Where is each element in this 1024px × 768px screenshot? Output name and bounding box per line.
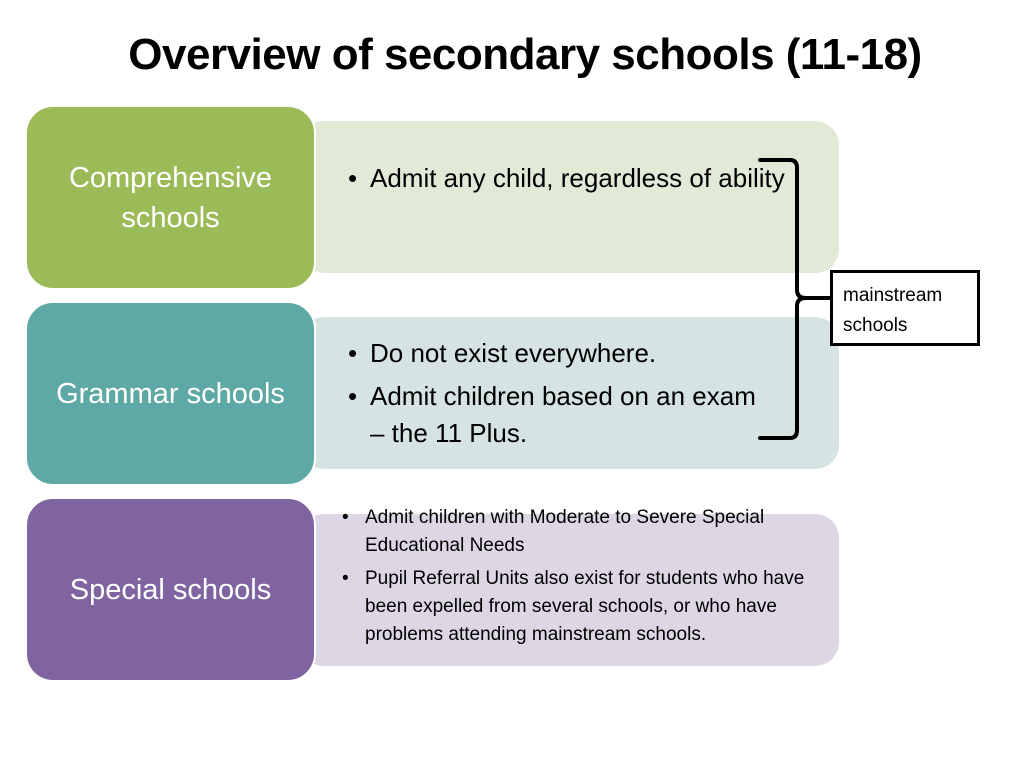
bullet-item: • Admit children based on an exam – the 11 Plus. [346,378,776,452]
bullet-item: • Admit children with Moderate to Severe Special Educational Needs [341,504,811,560]
bullet-item: • Admit any child, regardless of ability [346,160,786,197]
brace-path [760,160,832,438]
bullet-item: • Do not exist everywhere. [346,335,776,372]
category-label-text: Special schools [69,573,272,606]
bullet-item: • Pupil Referral Units also exist for students who have been expelled from several schools, or who have problems attending mainstream schools. [341,565,811,649]
slide-title: Overview of secondary schools (11-18) [128,30,922,79]
category-label-text: Comprehensive schools [68,161,273,234]
category-label-text: Grammar schools [56,377,285,410]
mainstream-callout: mainstream schools [830,270,980,346]
